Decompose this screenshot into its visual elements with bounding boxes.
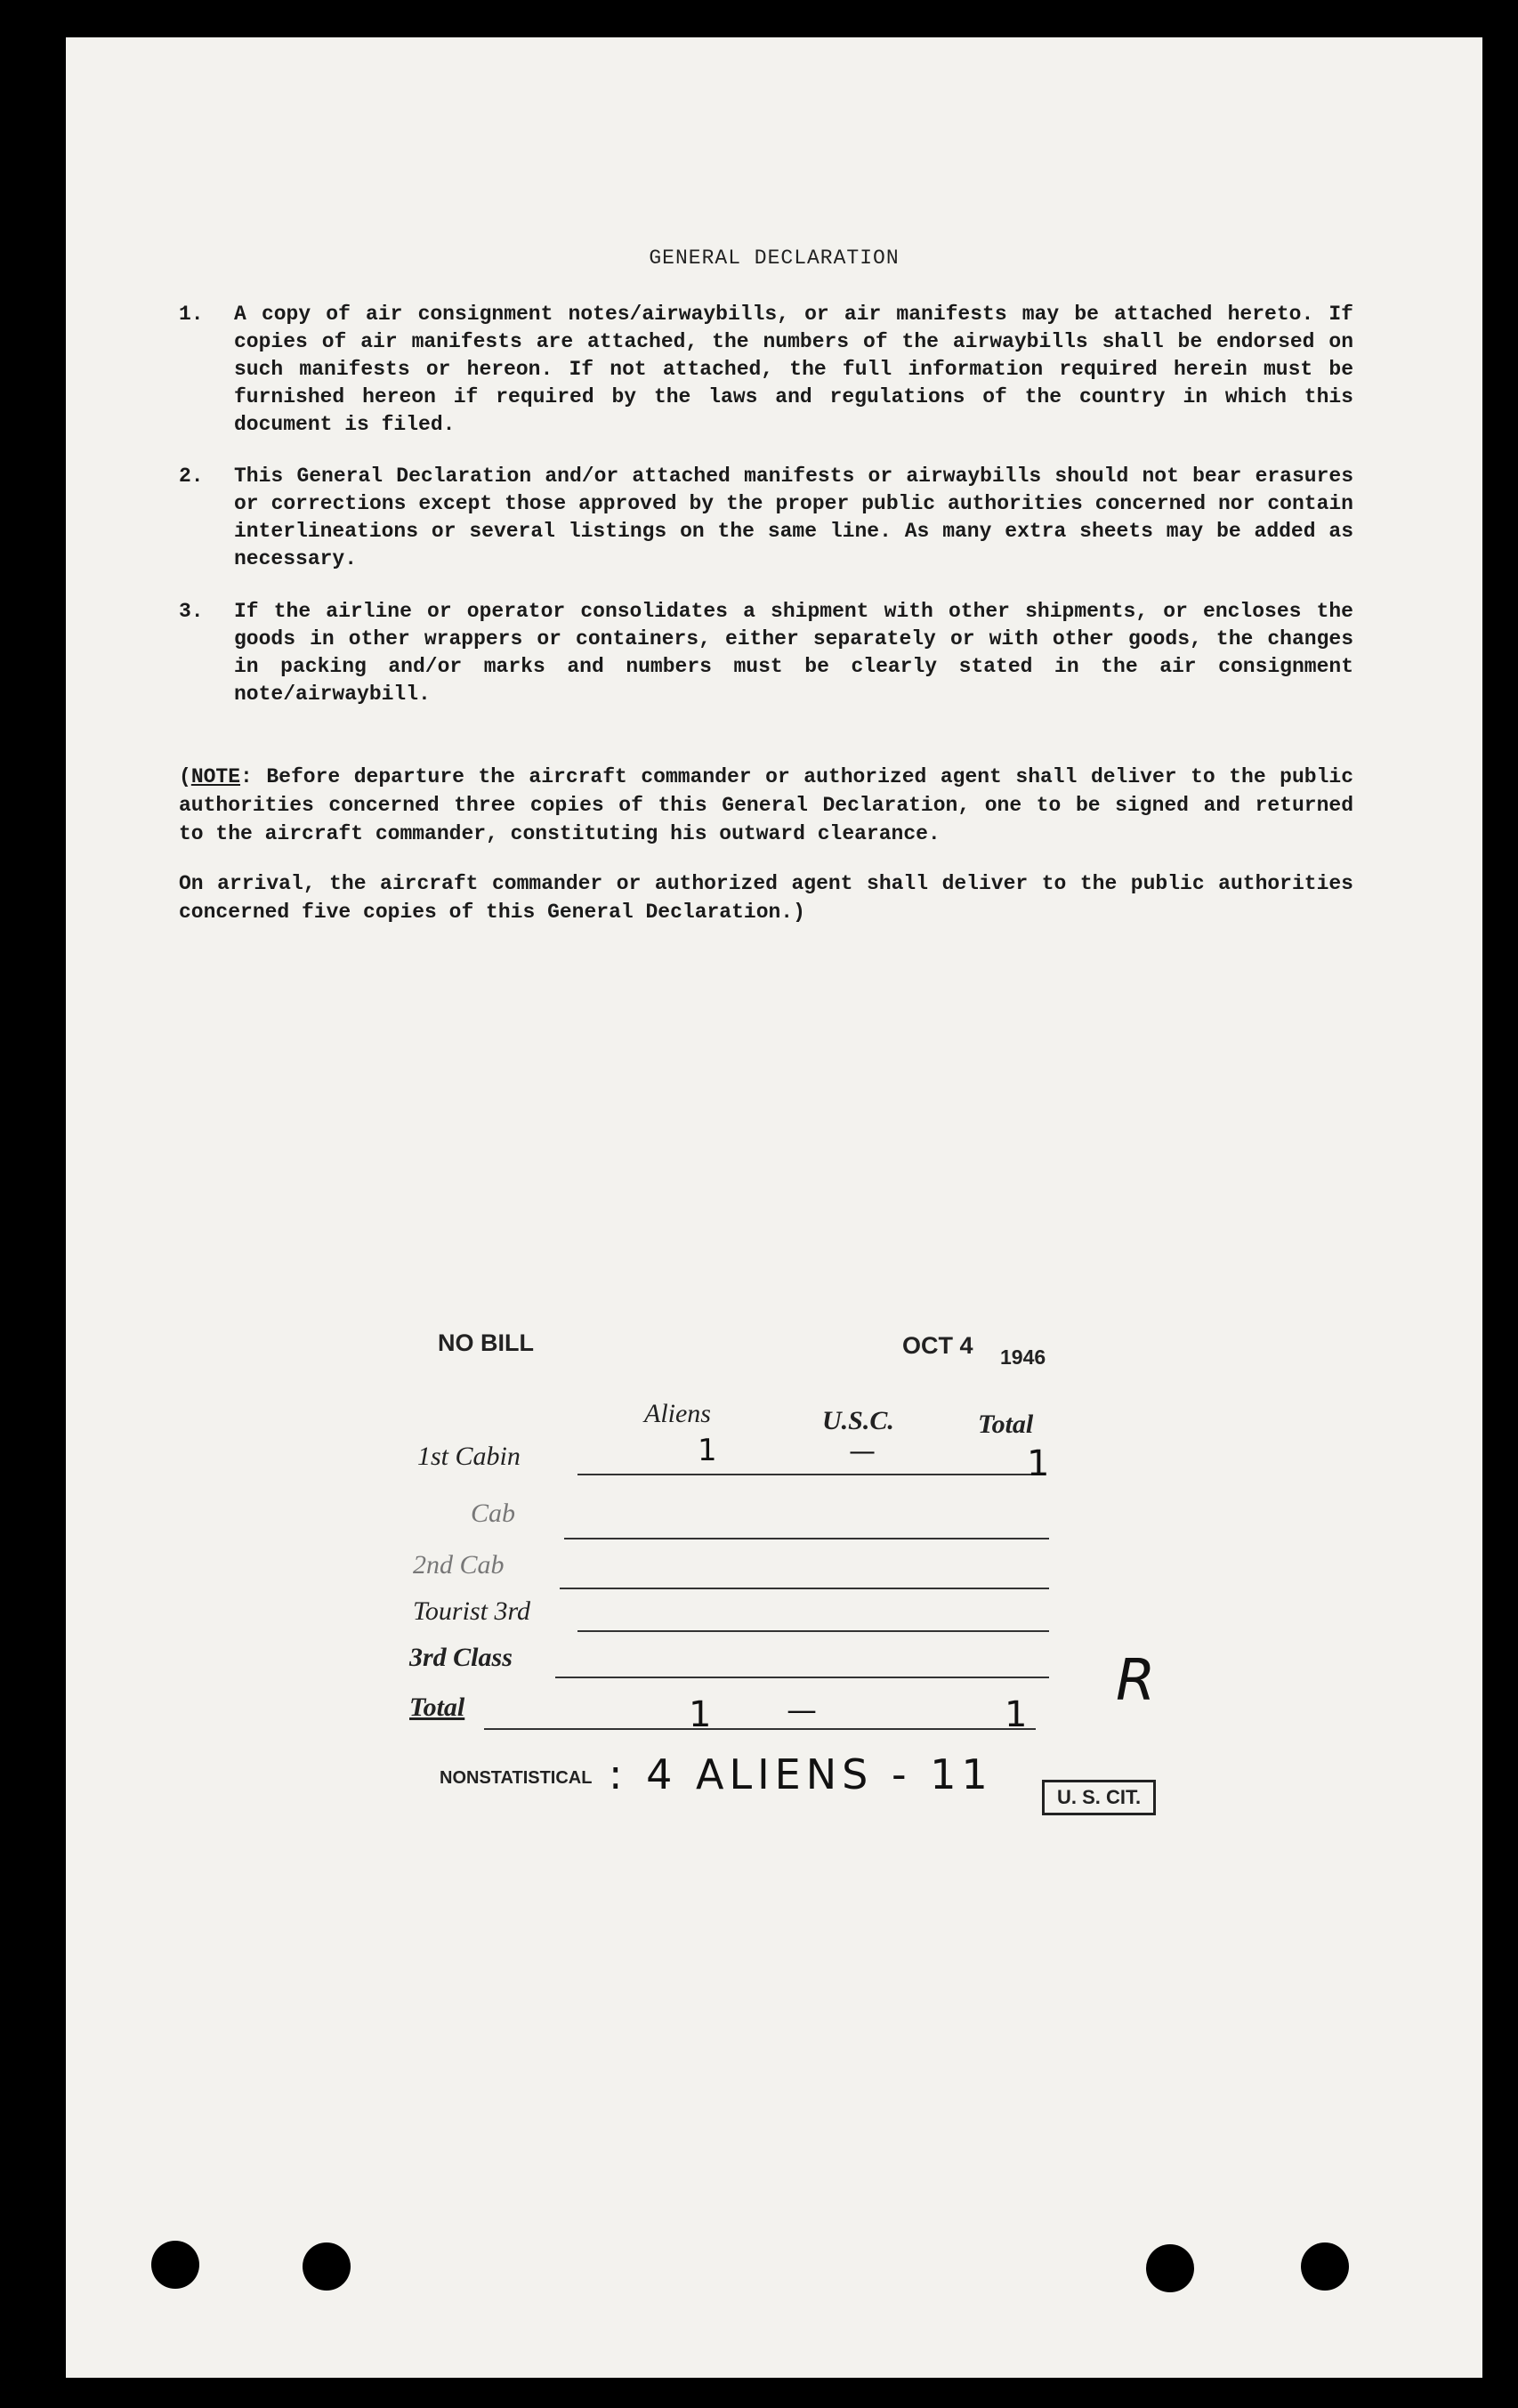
handwritten-row1-usc: — <box>849 1436 876 1467</box>
row-label-1st-cabin: 1st Cabin <box>417 1442 521 1471</box>
arrival-paragraph: On arrival, the aircraft commander or authorized agent shall deliver to the public authorities concerned five copies of this General Declaration.) <box>179 872 1353 924</box>
item-number: 1. <box>179 303 204 326</box>
row-label-tourist: Tourist 3rd <box>413 1596 531 1626</box>
punch-hole <box>1301 2242 1349 2291</box>
handwritten-total-usc: — <box>787 1693 817 1728</box>
row-line <box>577 1630 1049 1632</box>
item-number: 2. <box>179 465 204 488</box>
row-line <box>560 1588 1049 1589</box>
punch-hole <box>1146 2244 1194 2292</box>
col-header-total: Total <box>978 1410 1034 1439</box>
item-text: A copy of air consignment notes/airwaybills, or air manifests may be attached hereto. If copies of air manifests are attached, the numbers of the airwaybills shall be endorsed on such manifests or hereon. If not attached, the full information required herein must be furnished hereon if required by the laws and regulations of the country in which this document is filed. <box>234 303 1353 436</box>
handwritten-row1-aliens: 1 <box>698 1433 717 1468</box>
item-number: 3. <box>179 600 204 623</box>
item-text: This General Declaration and/or attached manifests or airwaybills should not bear erasures or corrections except those approved by the proper public authorities concerned nor contain interlineations or several listings on the same line. As many extra sheets may be added as necessary. <box>234 465 1353 570</box>
handwritten-total-aliens: 1 <box>689 1694 712 1735</box>
no-bill-stamp: NO BILL <box>438 1329 534 1356</box>
document-page <box>66 37 1482 2378</box>
row-label-cab: Cab <box>471 1499 516 1528</box>
col-header-aliens: Aliens <box>644 1399 711 1428</box>
document-title: GENERAL DECLARATION <box>649 246 900 270</box>
nonstatistical-stamp: NONSTATISTICAL <box>440 1768 593 1788</box>
row-line <box>577 1474 1040 1475</box>
row-line <box>564 1538 1049 1539</box>
col-header-usc: U.S.C. <box>822 1406 894 1435</box>
note-paragraph: (NOTE: Before departure the aircraft commander or authorized agent shall deliver to the public authorities concerned three copies of this General Declaration, one to be signed and returned to the aircraft commander, constituting his outward clearance. <box>179 765 1353 845</box>
handwritten-row1-total: 1 <box>1027 1443 1050 1484</box>
row-line <box>555 1677 1049 1678</box>
row-line <box>484 1728 1036 1730</box>
item-text: If the airline or operator consolidates a shipment with other shipments, or encloses the goods in other wrappers or containers, either separately or with other goods, the changes in packing and/or marks and numbers must be clearly stated in the air consignment note/airwaybill. <box>234 600 1353 706</box>
stamp-year: 1946 <box>1000 1345 1046 1369</box>
handwritten-total-total: 1 <box>1005 1694 1028 1735</box>
stamp-date: OCT 4 <box>902 1332 973 1359</box>
punch-hole <box>303 2242 351 2291</box>
note-text: : Before departure the aircraft commander or authorized agent shall deliver to the public authorities concerned three copies of this General Declaration, one to be signed and returned to the aircraft commander, constituting his outward clearance. <box>179 765 1353 845</box>
us-cit-stamp: U. S. CIT. <box>1042 1780 1156 1815</box>
handwritten-nonstat-note: : 4 ALIENS - 11 <box>609 1750 993 1798</box>
row-label-3rd-class: 3rd Class <box>409 1643 513 1672</box>
note-label: NOTE <box>190 765 241 788</box>
row-label-total: Total <box>409 1693 465 1722</box>
handwritten-initial: R <box>1116 1648 1156 1714</box>
punch-hole <box>151 2241 199 2289</box>
row-label-2nd-cab: 2nd Cab <box>413 1550 505 1580</box>
